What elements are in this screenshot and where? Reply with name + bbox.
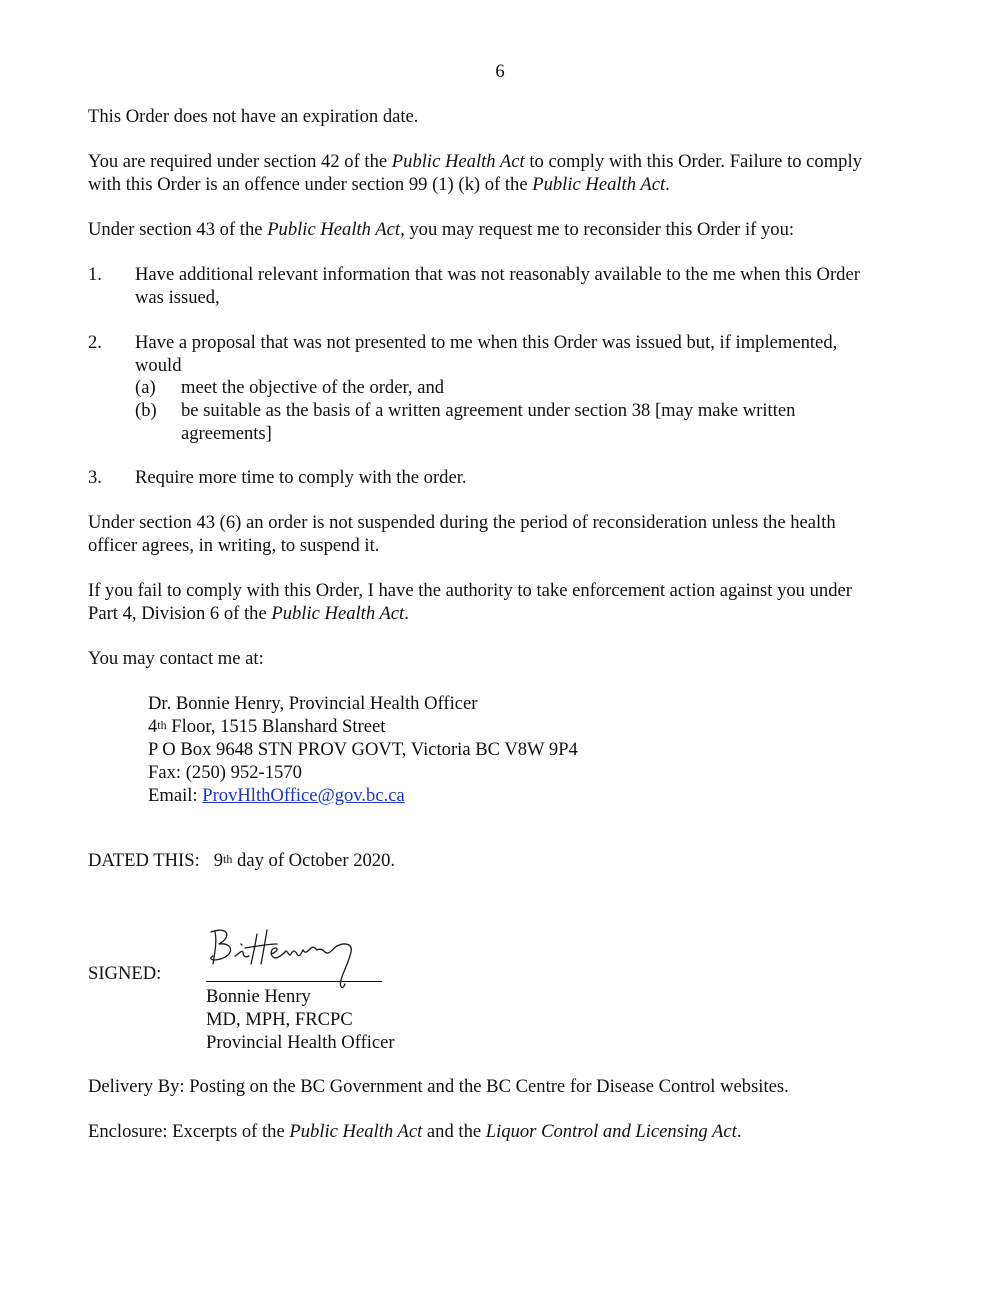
act-name: Public Health Act: [289, 1121, 423, 1142]
contact-fax: Fax: (250) 952-1570: [148, 762, 302, 783]
paragraph-comply-line2: with this Order is an offence under section 99 (1) (k) of the Public Health Act.: [88, 174, 670, 195]
page-number: 6: [495, 61, 505, 82]
contact-name: Dr. Bonnie Henry, Provincial Health Officer: [148, 693, 478, 714]
signature-image: [205, 918, 365, 994]
act-name: Public Health Act: [532, 174, 666, 195]
email-link[interactable]: ProvHlthOffice@gov.bc.ca: [202, 785, 405, 806]
signed-label: SIGNED:: [88, 963, 162, 984]
signatory-block: [206, 985, 395, 1054]
delivery-line: Delivery By: Posting on the BC Government and the BC Centre for Disease Control websites.: [88, 1076, 789, 1097]
contact-pobox: P O Box 9648 STN PROV GOVT, Victoria BC V8W 9P4: [148, 739, 578, 760]
paragraph-comply-line1: You are required under section 42 of the Public Health Act to comply with this Order. Failure to comply: [88, 151, 862, 172]
list-item: Have a proposal that was not presented to me when this Order was issued but, if implemented, would: [135, 332, 838, 376]
contact-email-line: Email: ProvHlthOffice@gov.bc.ca: [148, 785, 405, 806]
contact-address: 4th Floor, 1515 Blanshard Street: [148, 716, 386, 737]
act-name: Public Health Act,: [267, 219, 405, 240]
paragraph-contact-intro: You may contact me at:: [88, 648, 264, 669]
signatory-name: Bonnie Henry: [206, 986, 311, 1007]
paragraph-suspend: Under section 43 (6) an order is not suspended during the period of reconsideration unless the health officer agrees, in writing, to suspend it.: [88, 512, 836, 556]
signatory-title: Provincial Health Officer: [206, 1032, 395, 1053]
sub-item-label: (a): [135, 377, 156, 398]
list-item-number: 2.: [88, 332, 102, 353]
sub-item-label: (b): [135, 400, 157, 421]
list-item-number: 1.: [88, 264, 102, 285]
list-item: Have additional relevant information that was not reasonably available to the me when this Order was issued,: [135, 264, 860, 308]
paragraph-comply: [88, 150, 923, 196]
paragraph-enforcement: If you fail to comply with this Order, I have the authority to take enforcement action against you under Part 4, Division 6 of the Public Health Act.: [88, 580, 852, 624]
list-item-number: 3.: [88, 467, 102, 488]
dated-line: DATED THIS: 9th day of October 2020.: [88, 850, 396, 871]
act-name: Public Health Act: [271, 603, 405, 624]
act-name: Liquor Control and Licensing Act: [485, 1121, 737, 1142]
act-name: Public Health Act: [391, 151, 525, 172]
paragraph-reconsider: Under section 43 of the Public Health Act, you may request me to reconsider this Order if you:: [88, 219, 795, 240]
sub-item: be suitable as the basis of a written agreement under section 38 [may make written agreements]: [181, 400, 796, 444]
signature-line: [206, 981, 382, 982]
signatory-credentials: MD, MPH, FRCPC: [206, 1009, 353, 1030]
dated-label: DATED THIS:: [88, 850, 200, 871]
list-item: Require more time to comply with the order.: [135, 467, 467, 488]
paragraph-expiration: This Order does not have an expiration date.: [88, 106, 419, 127]
contact-block: [148, 692, 578, 807]
enclosure-line: Enclosure: Excerpts of the Public Health Act and the Liquor Control and Licensing Act.: [88, 1121, 742, 1142]
sub-item: meet the objective of the order, and: [181, 377, 445, 398]
